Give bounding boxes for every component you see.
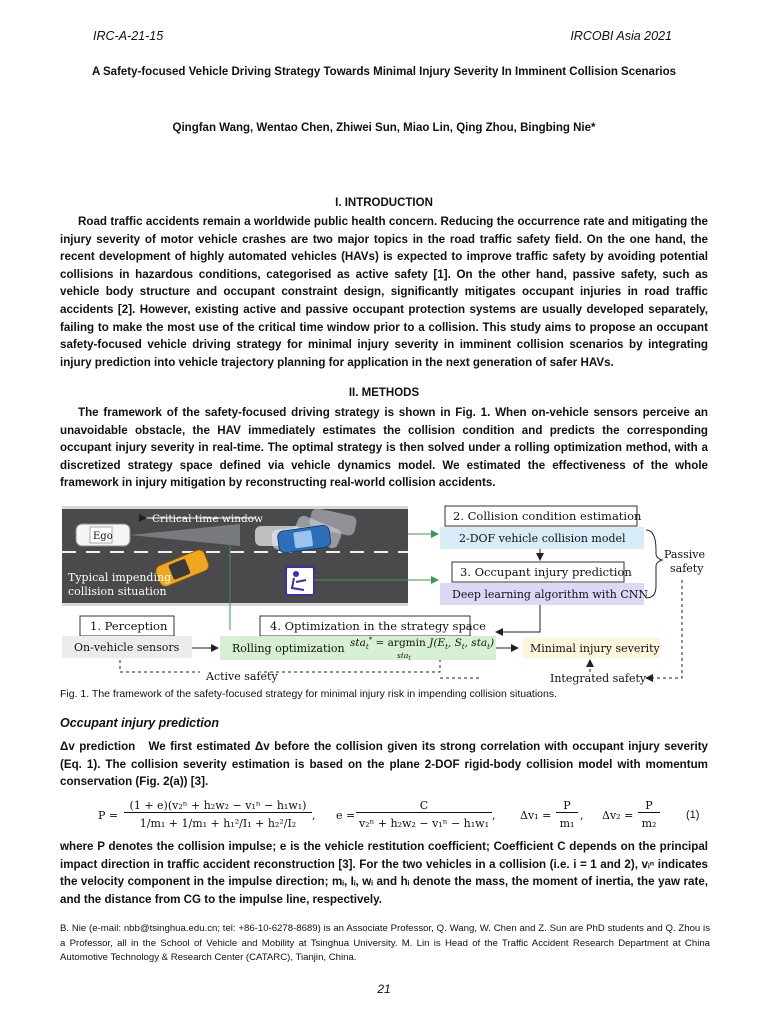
eq-dv2-numerator: P xyxy=(638,799,660,813)
eq-p-label: P = xyxy=(98,809,119,822)
eq-dv1-label: Δv₁ = xyxy=(520,809,552,822)
methods-heading: II. METHODS xyxy=(348,387,420,399)
dv-text: We first estimated Δv before the collision given its strong correlation with occupant injury severity (Eq. 1). The collision severity estimation is based on the plane 2-DOF rigid-body collision model with momentum conservation (Fig. 2(a)) [3]. xyxy=(60,740,708,789)
box3-title: 3. Occupant injury prediction xyxy=(460,565,632,579)
paper-title: A Safety-focused Vehicle Driving Strategy Towards Minimal Injury Severity In Imminent Collision Scenarios xyxy=(91,66,677,78)
scenario-label-line1: Typical impending xyxy=(68,571,172,584)
minimal-injury-label: Minimal injury severity xyxy=(530,642,660,655)
intro-paragraph: Road traffic accidents remain a worldwide public health concern. Reducing the occurrence rate and mitigating the injury severity of motor vehicle crashes are two major topics in the road traffic safety field. On the one hand, the recent development of highly automated vehicles (HAVs) is expected to improve traffic safety by avoiding potential collisions in hazardous conditions, categorised as active safety [1]. On the other hand, passive safety, such as vehicle body structure and occupant constraint design, significantly mitigates occupant injuries in road traffic accidents [2]. However, existing active and passive occupant protection systems are usually developed separately, failing to make the most use of the critical time window prior to a collision. This study aims to propose an occupant safety-focused vehicle driving strategy for minimal injury severity in imminent collision scenarios by integrating injury prediction into vehicle trajectory planning for application in the next generation of safer HAVs. xyxy=(60,215,708,369)
page-number: 21 xyxy=(377,982,391,996)
eq-dv2-label: Δv₂ = xyxy=(602,809,634,822)
box1-body: On-vehicle sensors xyxy=(74,641,180,654)
box4-title: 4. Optimization in the strategy space xyxy=(270,619,486,633)
eq-e-label: e = xyxy=(336,809,356,822)
dv-lead: Δv prediction xyxy=(60,740,136,753)
subsection-heading: Occupant injury prediction xyxy=(60,716,220,730)
footnote: B. Nie (e-mail: nbb@tsinghua.edu.cn; tel: +86-10-6278-8689) is an Associate Professor, Q. Wang, W. Chen and Z. Sun are PhD students and Q. Zhou is a Professor, all in the School of Vehicle and Mobility at Tsinghua University. M. Lin is Head of the Traffic Accident Research Department at China Automotive Technology & Research Center (CATARC), Tianjin, China. xyxy=(60,923,710,963)
box2-body: 2-DOF vehicle collision model xyxy=(459,532,626,545)
framework-figure xyxy=(60,500,710,686)
eq-dv2-denominator: m₂ xyxy=(641,817,657,830)
author-list: Qingfan Wang, Wentao Chen, Zhiwei Sun, Miao Lin, Qing Zhou, Bingbing Nie* xyxy=(172,122,596,134)
eq-p-numerator: (1 + e)(v₂ⁿ + h₂w₂ − v₁ⁿ − h₁w₁) xyxy=(124,799,312,813)
eq-number: (1) xyxy=(686,809,700,821)
optimization-formula: sta$_t$* = argmin $J(E_t$, $S_t$, sta$_t$) xyxy=(350,636,495,651)
header-right: IRCOBI Asia 2021 xyxy=(570,29,672,43)
header-left: IRC-A-21-15 xyxy=(93,29,164,43)
where-paragraph: where P denotes the collision impulse; e is the vehicle restitution coefficient; Coefficient C depends on the principal impact direction in traffic accident reconstruction [3]. For the two vehicles in a collision (i.e. i = 1 and 2), vᵢⁿ indicates the velocity component in the impulse direction; mᵢ, Iᵢ, wᵢ and hᵢ denote the mass, the moment of inertia, the yaw rate, and the distance from CG to the impulse line, respectively. xyxy=(60,840,708,906)
dv-paragraph xyxy=(60,738,708,791)
passive-safety-line2: safety xyxy=(670,562,704,575)
rolling-label: Rolling optimization xyxy=(232,642,345,655)
methods-paragraph: The framework of the safety-focused driving strategy is shown in Fig. 1. When on-vehicle sensors perceive an unavoidable obstacle, the HAV immediately estimates the collision condition and predicts the corresponding occupant injury severity in real-time. The optimal strategy is then solved under a rolling optimization method, with a discretized strategy space defined via vehicle dynamics model. We estimated the effectiveness of the whole framework in injury mitigation by reconstructing real-world collision accidents. xyxy=(60,406,708,490)
integrated-safety-label: Integrated safety xyxy=(550,672,647,685)
figure-caption: Fig. 1. The framework of the safety-focused strategy for minimal injury risk in impending collision situations. xyxy=(60,688,558,700)
eq-e-numerator: C xyxy=(356,799,492,813)
equation-block: P = (1 + e)(v₂ⁿ + h₂w₂ − v₁ⁿ − h₁w₁) 1/m₁ + 1/m₁ + h₁²/I₁ + h₂²/I₂ , e = C v₂ⁿ + h₂w₂ − v₁ⁿ − h₁w₁ , Δv₁ = P m₁ , Δv₂ = P m₂ (1) xyxy=(98,799,700,830)
box2-title: 2. Collision condition estimation xyxy=(453,509,642,523)
eq-p-denominator: 1/m₁ + 1/m₁ + h₁²/I₁ + h₂²/I₂ xyxy=(139,817,297,830)
ego-label: Ego xyxy=(93,531,113,542)
active-safety-label: Active safety xyxy=(206,670,278,683)
scenario-label-line2: collision situation xyxy=(68,585,167,598)
eq-dv1-denominator: m₁ xyxy=(559,817,575,830)
box1-title: 1. Perception xyxy=(90,619,168,633)
passive-safety-line1: Passive xyxy=(664,548,705,561)
formula-under: sta$_t$ xyxy=(397,651,411,662)
eq-e-denominator: v₂ⁿ + h₂w₂ − v₁ⁿ − h₁w₁ xyxy=(358,817,490,830)
box3-body: Deep learning algorithm with CNN xyxy=(452,588,648,601)
intro-heading: I. INTRODUCTION xyxy=(335,197,433,209)
eq-dv1-numerator: P xyxy=(556,799,578,813)
critical-window-label: Critical time window xyxy=(152,513,264,525)
road-scene xyxy=(62,506,408,606)
